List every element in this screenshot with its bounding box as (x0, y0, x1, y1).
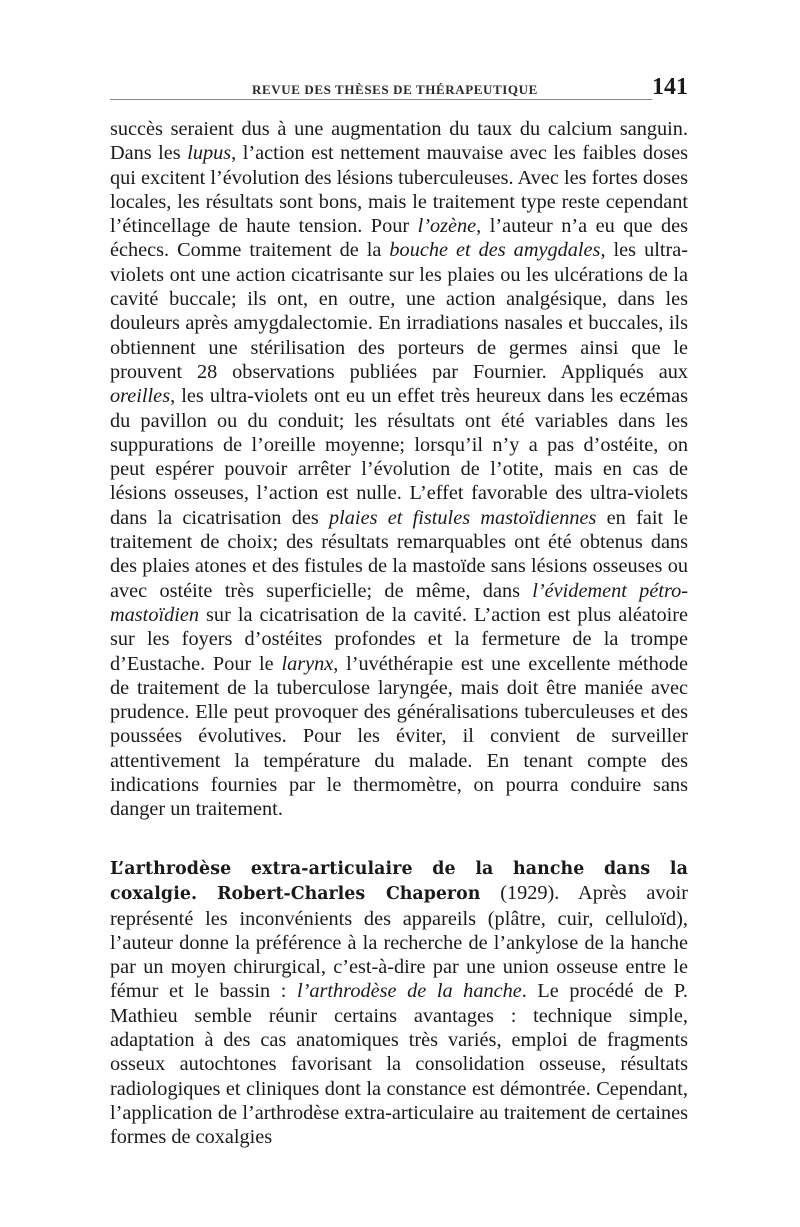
italic-term: l’évidement pétro-mastoïdien (110, 579, 688, 626)
article-paragraph: L’arthrodèse extra-articulaire de la hanche dans la coxalgie. Robert-Charles Chaperon (1929). Après avoir représenté les inconvénients des appareils (plâtre, cuir, celluloïd), l’auteur donne la préférence à la recherche de l’ankylose de la hanche par un moyen chirurgical, c’est-à-dire par une union osseuse entre le fémur et le bassin : l’arthrodèse de la hanche. Le procédé de P. Mathieu semble réunir certains avantages : technique simple, adaptation à des cas anatomiques très variés, emploi de fragments osseux autochtones favorisant la consolidation osseuse, résultats radiologiques et cliniques dont la constance est démontrée. Cependant, l’application de l’arthrodèse extra-articulaire au traitement de certaines formes de coxalgies (110, 859, 688, 1149)
article-title: L’arthrodèse extra-articulaire de la hanche dans la coxalgie. (110, 859, 688, 905)
page-header (110, 74, 688, 102)
article-arthrodese (110, 856, 688, 1150)
italic-term: larynx (281, 652, 334, 675)
italic-term: l’ozène (417, 215, 477, 238)
page-number: 141 (652, 74, 688, 100)
italic-term: bouche et des amygdales (389, 239, 601, 262)
italic-term: l’arthrodèse de la hanche (296, 980, 522, 1003)
header-rule (110, 99, 652, 100)
italic-term: lupus (187, 142, 232, 165)
article-year: (1929). (500, 882, 560, 905)
article-author: Robert-Charles Chaperon (217, 884, 481, 905)
italic-term: plaies et fistules mastoïdiennes (329, 506, 597, 529)
italic-term: oreilles (110, 385, 171, 408)
previous-article-continuation (110, 117, 688, 822)
running-head: REVUE DES THÈSES DE THÉRAPEUTIQUE (252, 82, 538, 97)
body-paragraph: succès seraient dus à une augmentation du taux du calcium sanguin. Dans les lupus, l’action est nettement mauvaise avec les faibles doses qui excitent l’évolution des lésions tuberculeuses. Avec les fortes doses locales, les résultats sont bons, mais le traitement type reste cependant l’étincellage de haute tension. Pour l’ozène, l’auteur n’a eu que des échecs. Comme traitement de la bouche et des amygdales, les ultra-violets ont une action cicatrisante sur les plaies ou les ulcérations de la cavité buccale; ils ont, en outre, une action analgésique, dans les douleurs après amygdalectomie. En irradiations nasales et buccales, ils obtiennent une stérilisation des porteurs de germes ainsi que le prouvent 28 observations publiées par Fournier. Appliqués aux oreilles, les ultra-violets ont eu un effet très heureux dans les eczémas du pavillon ou du conduit; les résultats ont été variables dans les suppurations de l’oreille moyenne; lorsqu’il n’y a pas d’ostéite, on peut espérer pouvoir arrêter l’évolution de l’otite, mais en cas de lésions osseuses, l’action est nulle. L’effet favorable des ultra-violets dans la cicatrisation des plaies et fistules mastoïdiennes en fait le traitement de choix; des résultats remarquables ont été obtenus dans des plaies atones et des fistules de la mastoïde sans lésions osseuses ou avec ostéite très superficielle; de même, dans l’évidement pétro-mastoïdien sur la cicatrisation de la cavité. L’action est plus aléatoire sur les foyers d’ostéites profondes et la fermeture de la trompe d’Eustache. Pour le larynx, l’uvéthérapie est une excellente méthode de traitement de la tuberculose laryngée, mais doit être maniée avec prudence. Elle peut provoquer des généralisations tuberculeuses et des poussées évolutives. Pour les éviter, il convient de surveiller attentivement la température du malade. En tenant compte des indications fournies par le thermomètre, on pourra conduire sans danger un traitement. (110, 118, 688, 821)
